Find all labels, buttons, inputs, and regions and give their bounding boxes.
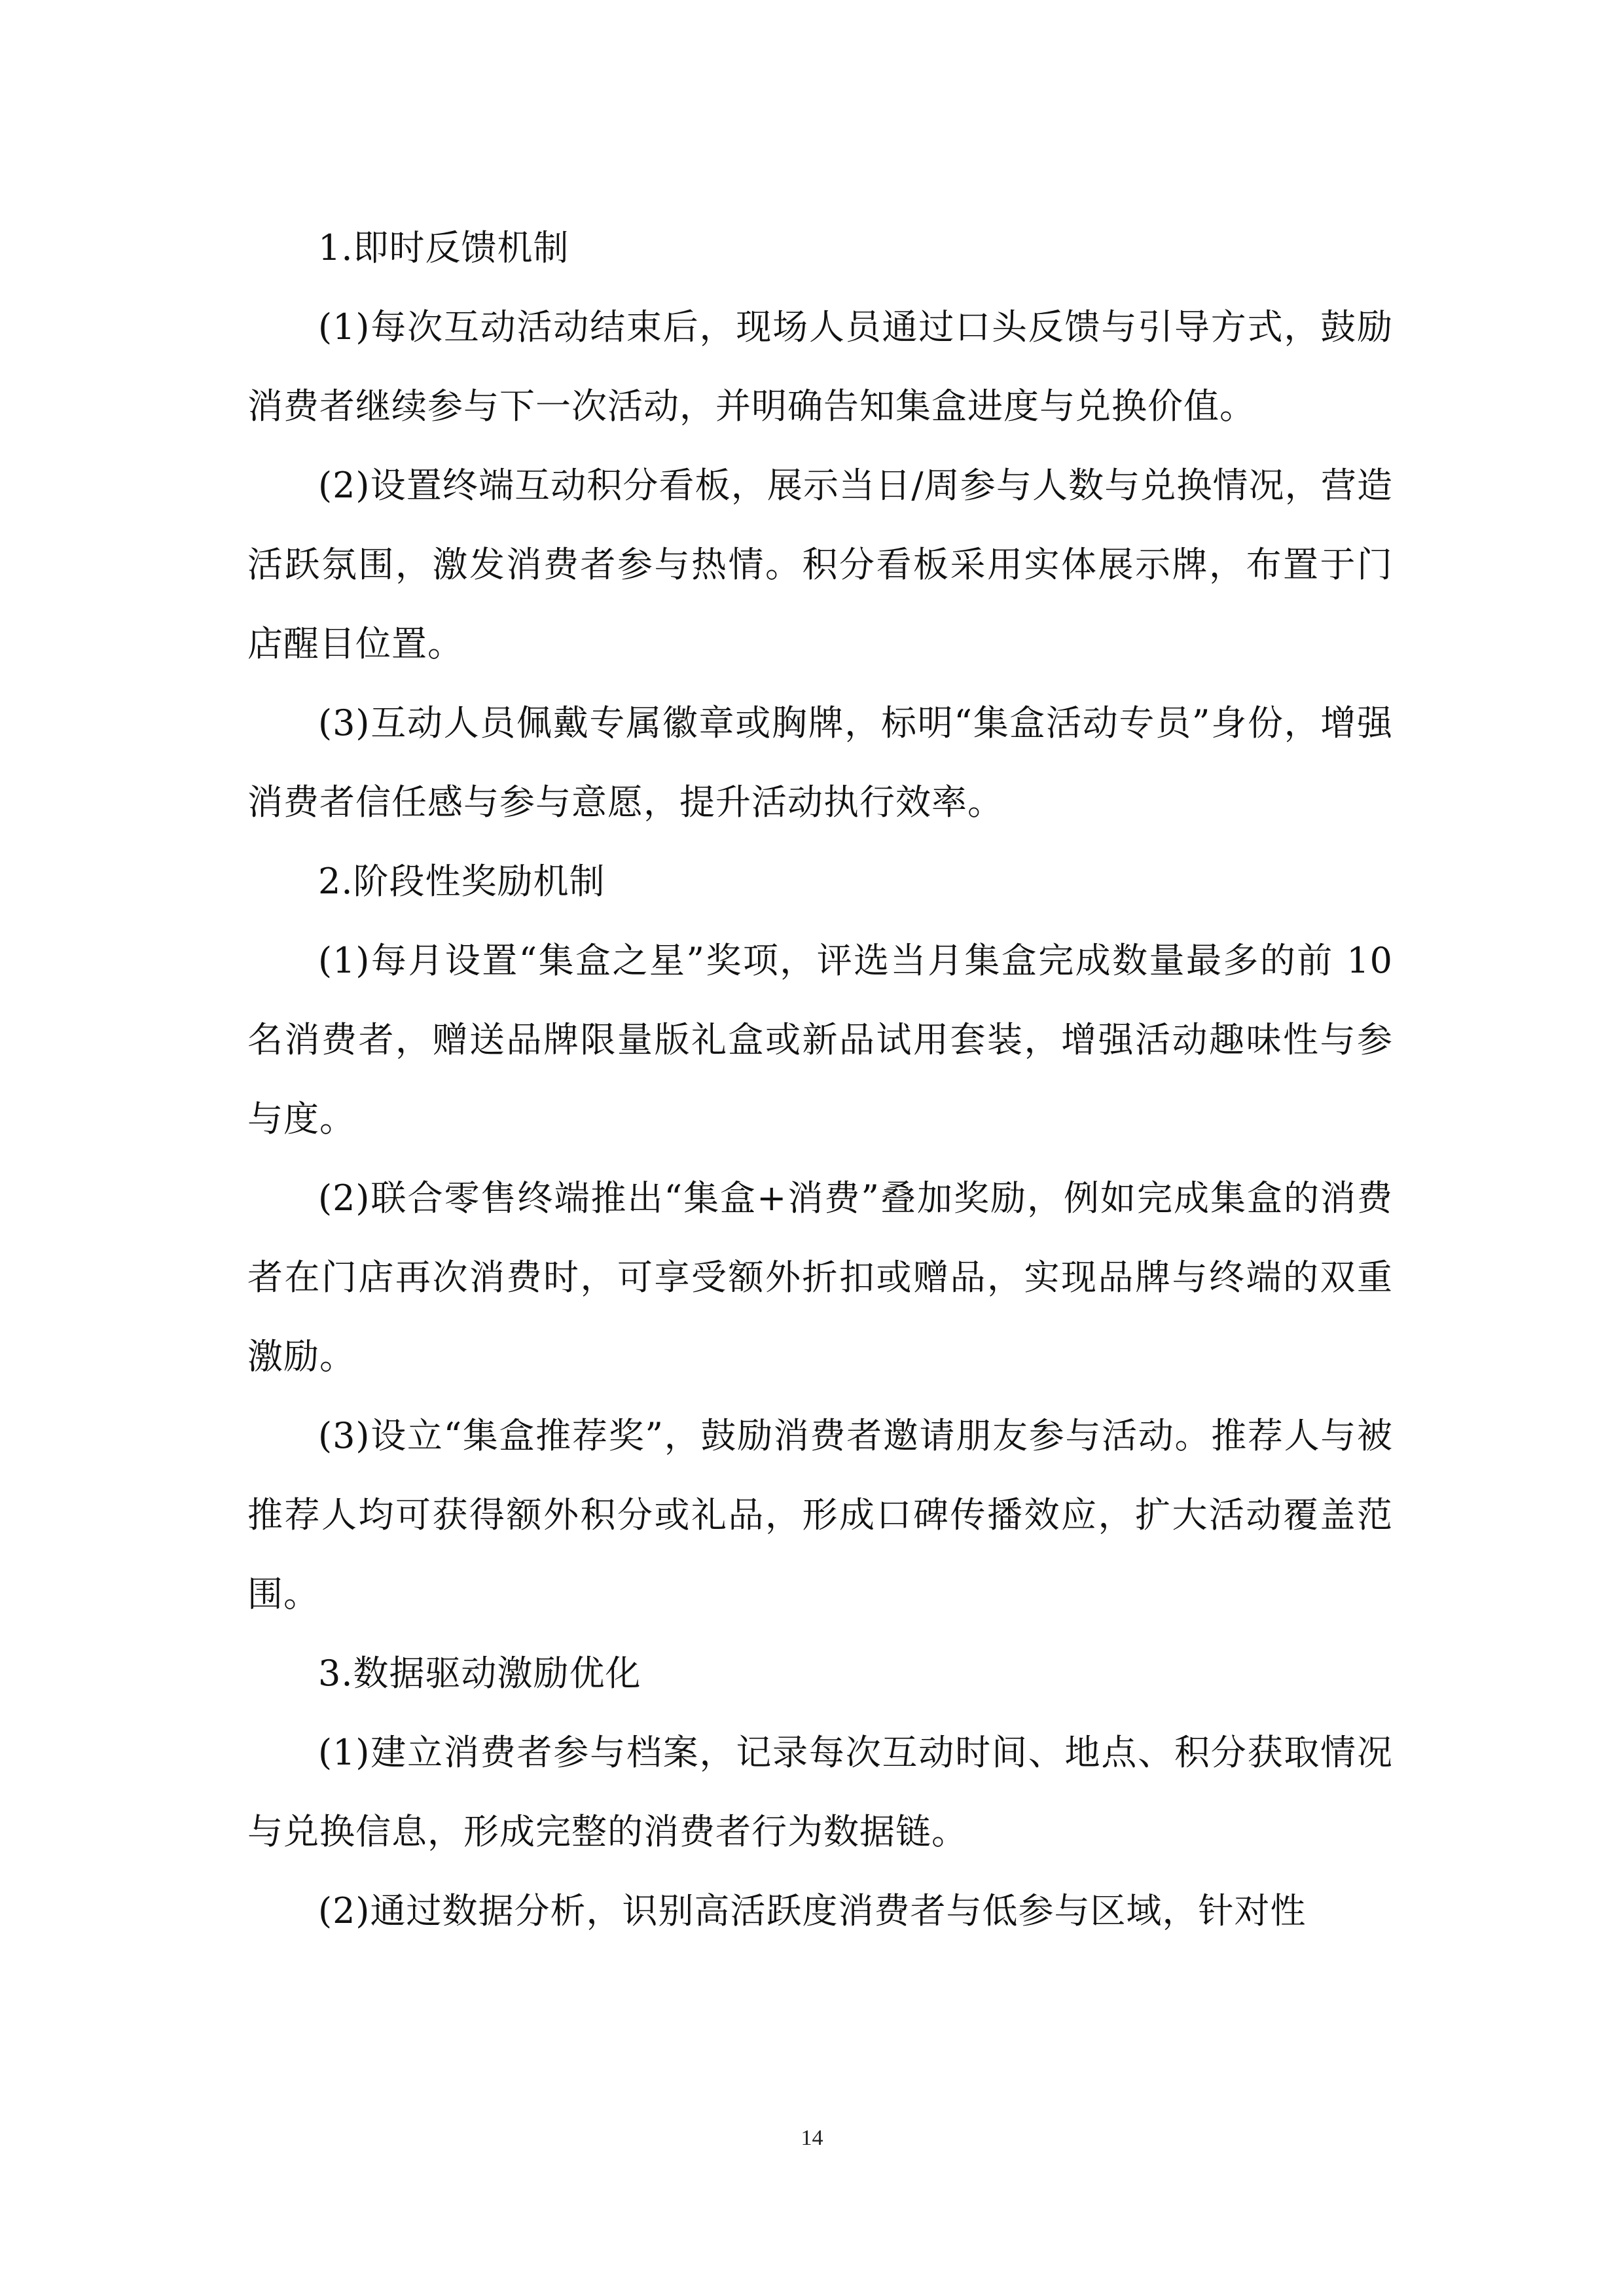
- page-number: 14: [801, 2126, 823, 2150]
- section-heading-2: 2.阶段性奖励机制: [318, 861, 605, 902]
- body-text: [247, 208, 1393, 1950]
- paragraph: (3)互动人员佩戴专属徽章或胸牌，标明“集盒活动专员”身份，增强消费者信任感与参与意愿，提升活动执行效率。: [247, 702, 1393, 823]
- section-heading-3: 3.数据驱动激励优化: [318, 1653, 641, 1694]
- paragraph: (1)建立消费者参与档案，记录每次互动时间、地点、积分获取情况与兑换信息，形成完整的消费者行为数据链。: [247, 1732, 1393, 1852]
- paragraph: (2)通过数据分析，识别高活跃度消费者与低参与区域，针对性: [318, 1890, 1307, 1931]
- paragraph: (3)设立“集盒推荐奖”，鼓励消费者邀请朋友参与活动。推荐人与被推荐人均可获得额外积分或礼品，形成口碑传播效应，扩大活动覆盖范围。: [247, 1415, 1393, 1615]
- paragraph: (1)每月设置“集盒之星”奖项，评选当月集盒完成数量最多的前 10 名消费者，赠送品牌限量版礼盒或新品试用套装，增强活动趣味性与参与度。: [247, 940, 1393, 1139]
- section-heading-1: 1.即时反馈机制: [318, 227, 569, 268]
- paragraph: (1)每次互动活动结束后，现场人员通过口头反馈与引导方式，鼓励消费者继续参与下一次活动，并明确告知集盒进度与兑换价值。: [247, 306, 1393, 427]
- paragraph: (2)设置终端互动积分看板，展示当日/周参与人数与兑换情况，营造活跃氛围，激发消费者参与热情。积分看板采用实体展示牌，布置于门店醒目位置。: [247, 465, 1393, 664]
- paragraph: (2)联合零售终端推出“集盒+消费”叠加奖励，例如完成集盒的消费者在门店再次消费时，可享受额外折扣或赠品，实现品牌与终端的双重激励。: [247, 1177, 1393, 1377]
